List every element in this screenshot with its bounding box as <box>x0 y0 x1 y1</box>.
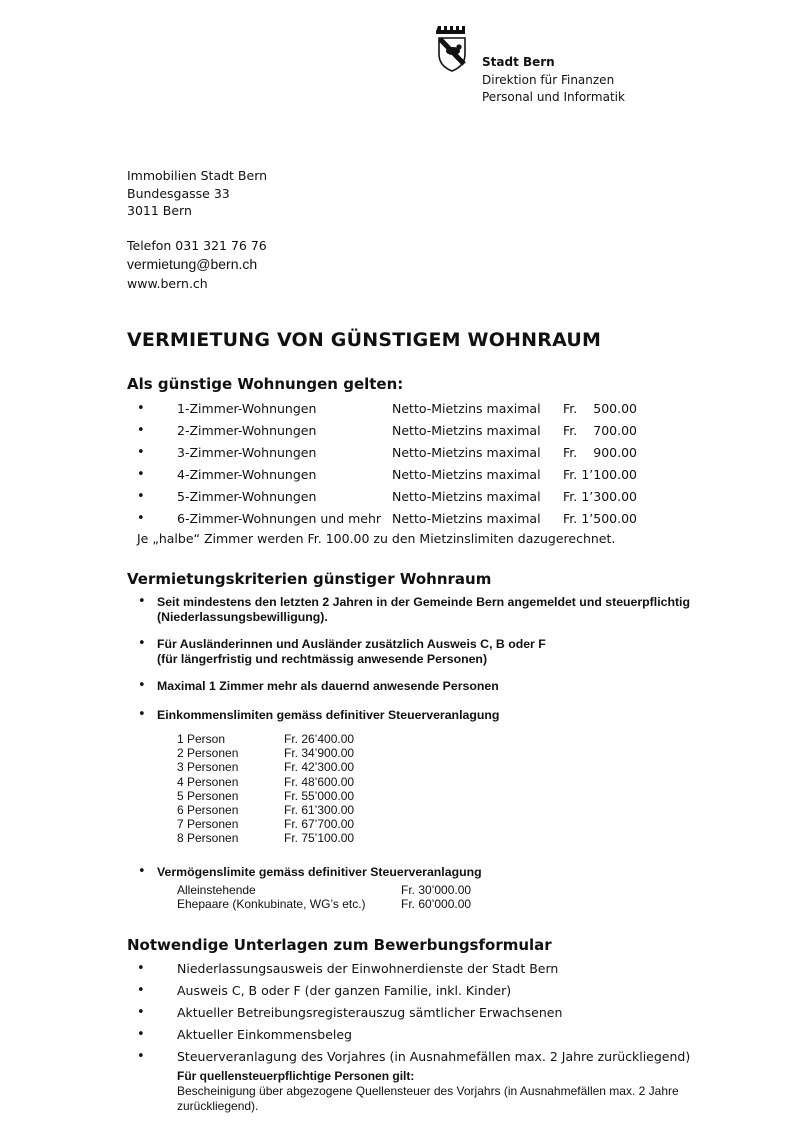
criterion-rooms: Maximal 1 Zimmer mehr als dauernd anwesende Personen <box>157 679 499 693</box>
rent-amount: 1’100.00 <box>581 467 637 482</box>
document-item: Niederlassungsausweis der Einwohnerdienste der Stadt Bern <box>177 961 559 976</box>
apartment-type: 6-Zimmer-Wohnungen und mehr <box>177 511 382 526</box>
document-item: Aktueller Einkommensbeleg <box>177 1027 352 1042</box>
apartment-type: 2-Zimmer-Wohnungen <box>177 423 317 438</box>
bullet-icon: • <box>137 983 145 998</box>
asset-limit: Fr. 30’000.00 <box>401 883 472 897</box>
bullet-icon: • <box>137 423 145 438</box>
rent-amount: 700.00 <box>593 423 637 438</box>
criterion-income: Einkommenslimiten gemäss definitiver Steuerveranlagung <box>157 708 500 722</box>
bullet-icon: • <box>137 1027 145 1042</box>
bullet-icon: • <box>137 401 145 416</box>
address-line-3: 3011 Bern <box>127 203 192 218</box>
criterion-residence <box>157 595 690 624</box>
criterion-text: Seit mindestens den letzten 2 Jahren in der Gemeinde Bern angemeldet und steuerpflichtig <box>157 595 690 609</box>
withholding-tax-heading: Für quellensteuerpflichtige Personen gilt: <box>177 1069 415 1083</box>
apartment-type: 4-Zimmer-Wohnungen <box>177 467 317 482</box>
apartment-type: 5-Zimmer-Wohnungen <box>177 489 317 504</box>
rent-amount: 1’500.00 <box>581 511 637 526</box>
document-item: Ausweis C, B oder F (der ganzen Familie, inkl. Kinder) <box>177 983 512 998</box>
criteria-heading: Vermietungskriterien günstiger Wohnraum <box>127 570 492 588</box>
household-type: Ehepaare (Konkubinate, WG’s etc.) <box>177 897 366 911</box>
rent-label: Netto-Mietzins maximal <box>392 445 541 460</box>
apartment-type: 3-Zimmer-Wohnungen <box>177 445 317 460</box>
currency: Fr. <box>563 511 578 526</box>
bullet-icon: • <box>138 678 146 693</box>
document-item: Aktueller Betreibungsregisterauszug sämtlicher Erwachsenen <box>177 1005 563 1020</box>
asset-limit: Fr. 60’000.00 <box>401 897 472 911</box>
income-limit: Fr. 55’000.00 <box>284 789 355 803</box>
income-limit: Fr. 48’600.00 <box>284 775 355 789</box>
currency: Fr. <box>563 467 578 482</box>
rent-label: Netto-Mietzins maximal <box>392 511 541 526</box>
org-name: Stadt Bern <box>482 55 555 69</box>
rent-label: Netto-Mietzins maximal <box>392 489 541 504</box>
bullet-icon: • <box>137 467 145 482</box>
dept-line-1: Direktion für Finanzen <box>482 72 615 87</box>
contact-block <box>127 236 267 293</box>
letterhead <box>482 54 625 107</box>
rent-label: Netto-Mietzins maximal <box>392 401 541 416</box>
rent-label: Netto-Mietzins maximal <box>392 423 541 438</box>
dept-line-2: Personal und Informatik <box>482 90 625 104</box>
income-limit: Fr. 67’700.00 <box>284 817 355 831</box>
persons: 7 Personen <box>177 817 239 831</box>
currency: Fr. <box>563 489 578 504</box>
income-limit: Fr. 26’400.00 <box>284 732 355 746</box>
bullet-icon: • <box>137 445 145 460</box>
persons: 2 Personen <box>177 746 239 760</box>
bullet-icon: • <box>137 1005 145 1020</box>
income-limit: Fr. 75’100.00 <box>284 831 355 845</box>
withholding-tax-text-2: zurückliegend). <box>177 1099 259 1113</box>
email-link[interactable]: vermietung@bern.ch <box>127 256 258 272</box>
address-line-2: Bundesgasse 33 <box>127 185 230 201</box>
address-line-1: Immobilien Stadt Bern <box>127 168 268 183</box>
rent-amount: 500.00 <box>593 401 637 416</box>
address-block <box>127 167 267 220</box>
rent-amount: 900.00 <box>593 445 637 460</box>
criterion-text: Für Ausländerinnen und Ausländer zusätzlich Ausweis C, B oder F <box>157 637 546 651</box>
criterion-text: (Niederlassungsbewilligung). <box>157 609 328 624</box>
bullet-icon: • <box>138 707 146 722</box>
household-type: Alleinstehende <box>177 883 256 897</box>
withholding-tax-text-1: Bescheinigung über abgezogene Quellensteuer des Vorjahrs (in Ausnahmefällen max. 2 Jahre <box>177 1084 679 1098</box>
half-room-note: Je „halbe“ Zimmer werden Fr. 100.00 zu den Mietzinslimiten dazugerechnet. <box>137 531 616 546</box>
income-limit: Fr. 61’300.00 <box>284 803 355 817</box>
criterion-foreigners <box>157 637 546 666</box>
apartment-type: 1-Zimmer-Wohnungen <box>177 401 317 416</box>
persons: 5 Personen <box>177 789 239 803</box>
currency: Fr. <box>563 423 578 438</box>
bullet-icon: • <box>138 636 146 651</box>
rent-label: Netto-Mietzins maximal <box>392 467 541 482</box>
rent-amount: 1’300.00 <box>581 489 637 504</box>
persons: 3 Personen <box>177 760 239 774</box>
persons: 8 Personen <box>177 831 239 845</box>
currency: Fr. <box>563 401 578 416</box>
persons: 6 Personen <box>177 803 239 817</box>
bullet-icon: • <box>137 489 145 504</box>
income-limit: Fr. 42’300.00 <box>284 760 355 774</box>
rent-heading: Als günstige Wohnungen gelten: <box>127 375 404 393</box>
bullet-icon: • <box>137 1049 145 1064</box>
bullet-icon: • <box>137 511 145 526</box>
criterion-text: (für längerfristig und rechtmässig anwesende Personen) <box>157 651 488 666</box>
persons: 1 Person <box>177 732 226 746</box>
criterion-assets: Vermögenslimite gemäss definitiver Steuerveranlagung <box>157 865 482 879</box>
persons: 4 Personen <box>177 775 239 789</box>
currency: Fr. <box>563 445 578 460</box>
bullet-icon: • <box>138 864 146 879</box>
bullet-icon: • <box>138 594 146 609</box>
page-title: VERMIETUNG VON GÜNSTIGEM WOHNRAUM <box>127 329 602 351</box>
phone-number: Telefon 031 321 76 76 <box>127 238 267 253</box>
income-limit: Fr. 34’900.00 <box>284 746 355 760</box>
bullet-icon: • <box>137 961 145 976</box>
website-link[interactable]: www.bern.ch <box>127 276 208 291</box>
document-item: Steuerveranlagung des Vorjahres (in Ausnahmefällen max. 2 Jahre zurückliegend) <box>177 1049 691 1064</box>
bern-coat-of-arms-icon <box>436 24 468 72</box>
documents-heading: Notwendige Unterlagen zum Bewerbungsformular <box>127 936 552 954</box>
